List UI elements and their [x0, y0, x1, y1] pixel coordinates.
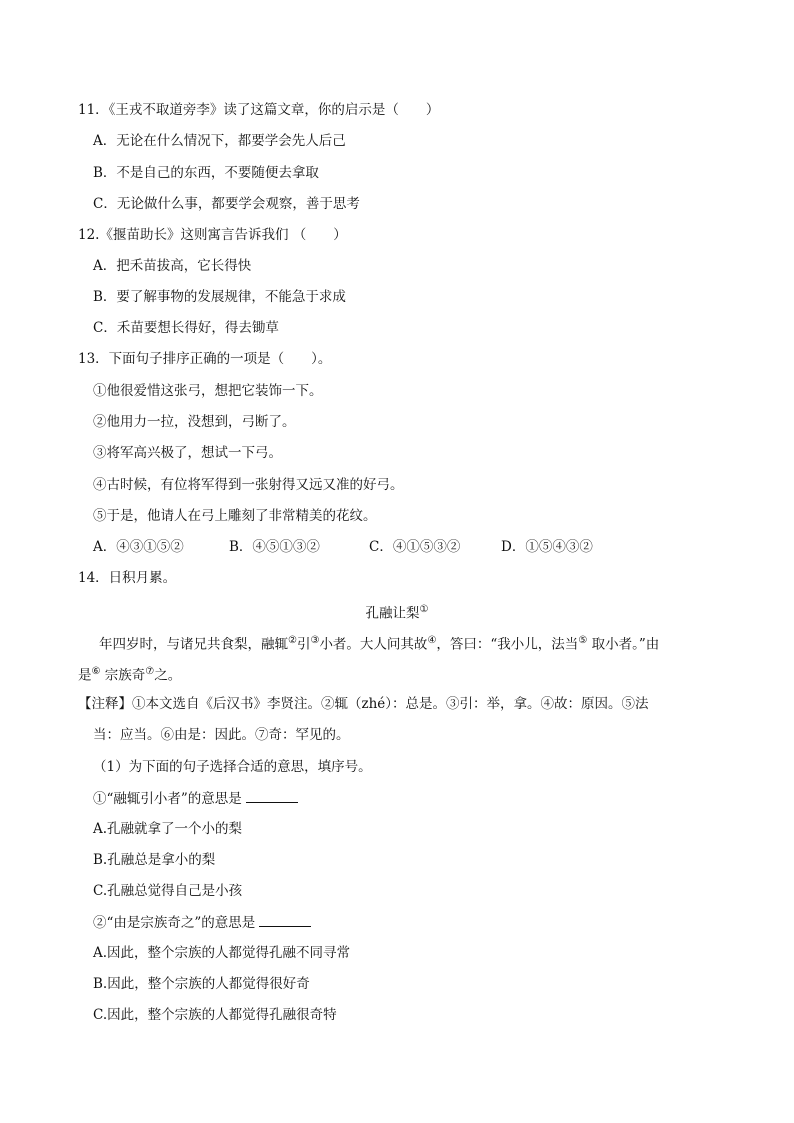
sub-question-1: （1）为下面的句子选择合适的意思，填序号。 — [93, 759, 372, 775]
q12-option-b: B．要了解事物的发展规律，不能急于求成 — [93, 289, 346, 305]
q11-option-a: A．无论在什么情况下，都要学会先人后己 — [93, 133, 346, 149]
q13-sentence-2: ②他用力一拉，没想到，弓断了。 — [93, 414, 296, 430]
q11-option-c: C．无论做什么事，都要学会观察，善于思考 — [93, 196, 360, 212]
passage-line-2: 是⑥ 宗族奇⑦之。 — [78, 666, 182, 684]
q13-sentence-5: ⑤于是，他请人在弓上雕刻了非常精美的花纹。 — [93, 508, 377, 524]
passage-line-1: 年四岁时，与诸兄共食梨，融辄②引③小者。大人问其故④，答曰：“我小儿，法当⑤ 取小者。”由 — [99, 635, 660, 653]
q12-option-a: A．把禾苗拔高，它长得快 — [93, 258, 252, 274]
part1-option-b: B.孔融总是拿小的梨 — [93, 852, 216, 868]
passage-title — [0, 600, 794, 624]
q12-stem: 12.《揠苗助长》这则寓言告诉我们 （ ） — [78, 227, 347, 243]
q13-choices — [93, 537, 593, 557]
part1-option-a: A.孔融就拿了一个小的梨 — [93, 821, 243, 837]
part2-option-b: B.因此，整个宗族的人都觉得很好奇 — [93, 976, 310, 992]
q13-choice-c: C．④①⑤③② — [369, 539, 461, 555]
q13-sentence-4: ④古时候，有位将军得到一张射得又远又准的好弓。 — [93, 477, 404, 493]
part1-answer-blank[interactable] — [246, 788, 298, 803]
part2-option-c: C.因此，整个宗族的人都觉得孔融很奇特 — [93, 1007, 337, 1023]
q13-stem: 13．下面句子排序正确的一项是（ ）。 — [78, 351, 332, 367]
q13-sentence-1: ①他很爱惜这张弓，想把它装饰一下。 — [93, 383, 323, 399]
q13-sentence-3: ③将军高兴极了，想试一下弓。 — [93, 445, 282, 461]
part2-prompt: ②“由是宗族奇之”的意思是 — [93, 912, 311, 933]
q12-option-c: C．禾苗要想长得好，得去锄草 — [93, 320, 279, 336]
q11-option-b: B．不是自己的东西，不要随便去拿取 — [93, 165, 319, 181]
q11-stem: 11．《王戎不取道旁李》读了这篇文章，你的启示是（ ） — [78, 102, 440, 118]
part1-prompt: ①“融辄引小者”的意思是 — [93, 788, 298, 809]
annotation-line-1: 【注释】①本文选自《后汉书》李贤注。②辄（zhé）：总是。③引：举，拿。④故：原因。⑤法 — [78, 696, 649, 712]
q14-stem: 14．日积月累。 — [78, 570, 177, 586]
annotation-line-2: 当：应当。⑥由是：因此。⑦奇：罕见的。 — [93, 727, 350, 743]
part2-option-a: A.因此，整个宗族的人都觉得孔融不同寻常 — [93, 945, 351, 961]
part2-answer-blank[interactable] — [259, 912, 311, 927]
q13-choice-d: D．①⑤④③② — [501, 539, 593, 555]
q13-choice-a: A．④③①⑤② — [93, 539, 184, 555]
q13-choice-b: B．④⑤①③② — [229, 539, 320, 555]
passage-title-text: 孔融让梨 — [365, 605, 420, 622]
passage-title-note: ① — [419, 604, 429, 615]
part1-option-c: C.孔融总觉得自己是小孩 — [93, 883, 243, 899]
